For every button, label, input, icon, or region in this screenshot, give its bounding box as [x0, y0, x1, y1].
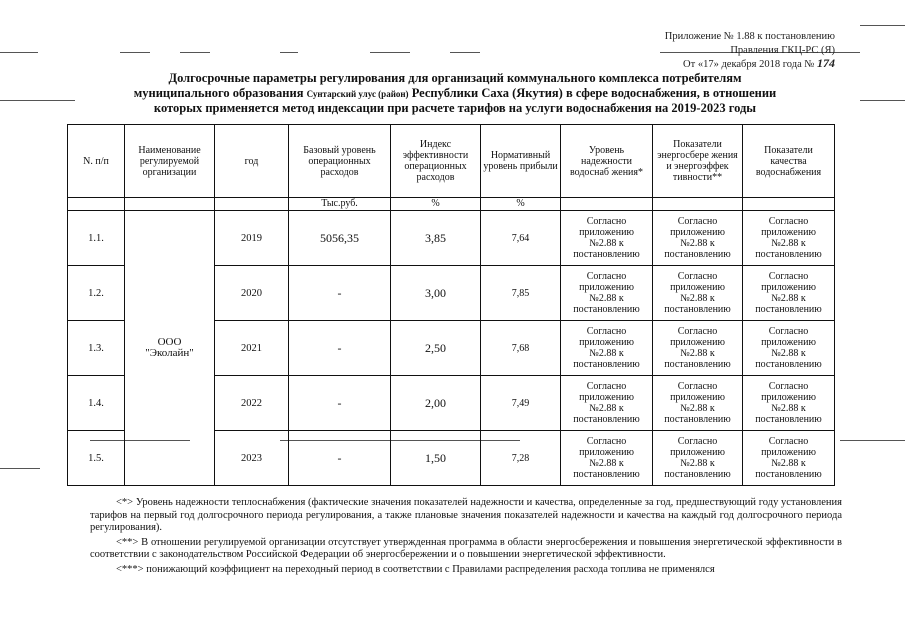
- quality-ref: Согласно приложению №2.88 к постановлению: [743, 321, 835, 376]
- appendix-line-2: Правления ГКЦ-РС (Я): [730, 44, 835, 56]
- row-year: 2022: [215, 376, 289, 431]
- energy-ref: Согласно приложению №2.88 к постановлению: [653, 321, 743, 376]
- header-base-level: Базовый уровень операционных расходов: [289, 125, 391, 198]
- row-num: 1.4.: [68, 376, 125, 431]
- row-efficiency-index: 1,50: [391, 431, 481, 486]
- units-cell: [653, 198, 743, 211]
- row-base-level: -: [289, 266, 391, 321]
- quality-ref: Согласно приложению №2.88 к постановлению: [743, 266, 835, 321]
- scan-artifact-line: [280, 52, 298, 53]
- header-organization: Наименование регулируемой организации: [125, 125, 215, 198]
- appendix-date: От «17» декабря 2018 года №: [683, 59, 815, 70]
- scan-artifact-line: [370, 52, 410, 53]
- scan-artifact-line: [120, 52, 150, 53]
- header-year: год: [215, 125, 289, 198]
- organization-name: [125, 211, 215, 486]
- row-profit-level: 7,64: [481, 211, 561, 266]
- organization-line-1: ООО: [157, 336, 182, 348]
- row-base-level: -: [289, 431, 391, 486]
- appendix-header: [665, 30, 835, 72]
- title-line-1: Долгосрочные параметры регулирования для организаций коммунального комплекса потребителям: [168, 71, 742, 85]
- footnote-energy: <**> В отношении регулируемой организации отсутствует утвержденная программа в области энергосбережения и повышения энергетической эффективности в соответствии с законодательством Российской Федерации об энергосбережении и о повышении энергетической эффективности.: [90, 536, 842, 561]
- reliability-ref: Согласно приложению №2.88 к постановлению: [561, 431, 653, 486]
- units-cell: [743, 198, 835, 211]
- reliability-ref: Согласно приложению №2.88 к постановлению: [561, 376, 653, 431]
- units-profit: %: [481, 198, 561, 211]
- energy-ref: Согласно приложению №2.88 к постановлению: [653, 431, 743, 486]
- resolution-number: 174: [817, 56, 835, 70]
- appendix-line-3: [665, 57, 835, 72]
- scan-artifact-line: [0, 52, 38, 53]
- units-cell: [125, 198, 215, 211]
- row-base-level: -: [289, 321, 391, 376]
- header-reliability: Уровень надежности водоснаб жения*: [561, 125, 653, 198]
- row-num: 1.5.: [68, 431, 125, 486]
- units-base: Тыс.руб.: [289, 198, 391, 211]
- scan-artifact-line: [860, 100, 905, 101]
- header-profit-level: Нормативный уровень прибыли: [481, 125, 561, 198]
- footnotes: [90, 497, 842, 577]
- document-title: [60, 71, 850, 116]
- energy-ref: Согласно приложению №2.88 к постановлению: [653, 376, 743, 431]
- quality-ref: Согласно приложению №2.88 к постановлению: [743, 376, 835, 431]
- row-profit-level: 7,68: [481, 321, 561, 376]
- row-base-level: -: [289, 376, 391, 431]
- quality-ref: Согласно приложению №2.88 к постановлению: [743, 431, 835, 486]
- title-line-2-a: муниципального образования: [133, 85, 304, 100]
- units-cell: [68, 198, 125, 211]
- row-efficiency-index: 2,00: [391, 376, 481, 431]
- table-header-row: [68, 125, 835, 198]
- header-energy-efficiency: Показатели энергосбере жения и энергоэффек тивности**: [653, 125, 743, 198]
- title-line-2: [60, 86, 850, 102]
- header-efficiency-index: Индекс эффективности операционных расходов: [391, 125, 481, 198]
- footnote-reliability: <*> Уровень надежности теплоснабжения (фактические значения показателей надежности и качества, определенные за год, предшествующий году установления тарифов на первый год долгосрочного периода регулирования, а также плановые значения показателей надежности и качества на каждый год долгосрочного периода регулирования).: [90, 497, 842, 534]
- reliability-ref: Согласно приложению №2.88 к постановлению: [561, 211, 653, 266]
- row-num: 1.3.: [68, 321, 125, 376]
- row-year: 2019: [215, 211, 289, 266]
- title-line-3: которых применяется метод индексации при расчете тарифов на услуги водоснабжения на 2019-2023 годы: [153, 101, 757, 115]
- parameters-table: [67, 124, 835, 486]
- row-efficiency-index: 3,00: [391, 266, 481, 321]
- row-base-level: 5056,35: [289, 211, 391, 266]
- row-num: 1.1.: [68, 211, 125, 266]
- municipality-name: Сунтарский улус (район): [306, 88, 409, 99]
- appendix-line-1: Приложение № 1.88 к постановлению: [664, 31, 835, 42]
- row-num: 1.2.: [68, 266, 125, 321]
- header-quality: Показатели качества водоснабжения: [743, 125, 835, 198]
- table-units-row: [68, 198, 835, 211]
- row-efficiency-index: 2,50: [391, 321, 481, 376]
- units-cell: [561, 198, 653, 211]
- row-efficiency-index: 3,85: [391, 211, 481, 266]
- organization-line-2: "Эколайн": [145, 347, 194, 359]
- scan-artifact-line: [860, 25, 905, 26]
- title-line-2-b: Республики Саха (Якутия) в сфере водоснабжения, в отношении: [411, 85, 777, 100]
- scan-artifact-line: [840, 440, 905, 441]
- header-num: N. п/п: [68, 125, 125, 198]
- row-profit-level: 7,85: [481, 266, 561, 321]
- row-year: 2020: [215, 266, 289, 321]
- row-year: 2021: [215, 321, 289, 376]
- table-row: [68, 211, 835, 266]
- row-profit-level: 7,49: [481, 376, 561, 431]
- units-efficiency: %: [391, 198, 481, 211]
- reliability-ref: Согласно приложению №2.88 к постановлению: [561, 266, 653, 321]
- reliability-ref: Согласно приложению №2.88 к постановлению: [561, 321, 653, 376]
- footnote-coefficient: <***> понижающий коэффициент на переходный период в соответствии с Правилами распределения расхода топлива не применялся: [116, 563, 715, 575]
- scan-artifact-line: [450, 52, 480, 53]
- energy-ref: Согласно приложению №2.88 к постановлению: [653, 211, 743, 266]
- row-profit-level: 7,28: [481, 431, 561, 486]
- energy-ref: Согласно приложению №2.88 к постановлению: [653, 266, 743, 321]
- scan-artifact-line: [0, 468, 40, 469]
- scan-artifact-line: [180, 52, 210, 53]
- quality-ref: Согласно приложению №2.88 к постановлению: [743, 211, 835, 266]
- row-year: 2023: [215, 431, 289, 486]
- units-cell: [215, 198, 289, 211]
